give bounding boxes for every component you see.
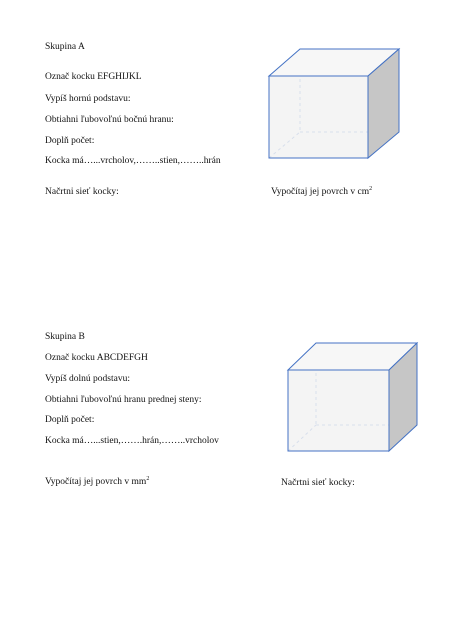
group-b-title: Skupina B: [45, 332, 85, 342]
group-b-task-front-edge: Obtiahni ľubovoľnú hranu prednej steny:: [45, 395, 202, 405]
front-face: [269, 76, 368, 158]
group-b-task-label-cube: Označ kocku ABCDEFGH: [45, 353, 148, 363]
group-a-cube-diagram: [266, 45, 406, 163]
group-b-cube-diagram: [285, 340, 421, 456]
group-a-title: Skupina A: [45, 42, 85, 52]
group-b-task-bottom-base: Vypíš dolnú podstavu:: [45, 374, 130, 384]
group-b-task-draw-net: Načrtni sieť kocky:: [281, 478, 355, 488]
group-a-task-surface-area: Vypočítaj jej povrch v $cm^2$: [271, 185, 373, 197]
group-a-task-draw-net: Načrtni sieť kocky:: [45, 187, 119, 197]
group-b-task-fill-count: Doplň počet:: [45, 415, 95, 425]
group-a-task-label-cube: Označ kocku EFGHIJKL: [45, 72, 142, 82]
group-a-task-fill-count: Doplň počet:: [45, 136, 95, 146]
group-a-task-top-base: Vypíš hornú podstavu:: [45, 94, 131, 104]
front-face: [288, 370, 389, 451]
group-a-task-cube-counts: Kocka má…...vrcholov,……..stien,……..hrán: [45, 156, 221, 166]
group-b-task-cube-counts: Kocka má…...stien,…….hrán,……..vrcholov: [45, 436, 219, 446]
group-b-task-surface-area: Vypočítaj jej povrch v $mm^2$: [45, 475, 150, 487]
group-a-task-side-edge: Obtiahni ľubovoľnú bočnú hranu:: [45, 115, 174, 125]
